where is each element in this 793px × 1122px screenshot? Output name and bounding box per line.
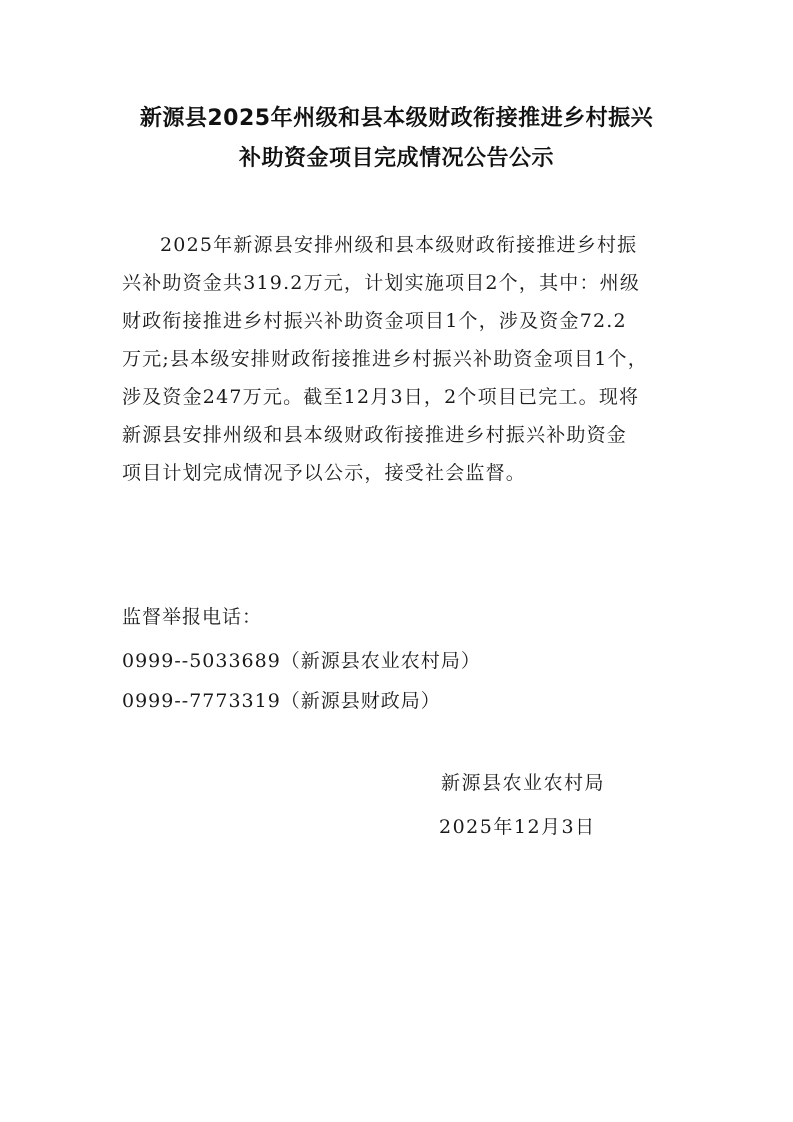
paragraph-line: 财政衔接推进乡村振兴补助资金项目1个，涉及资金72.2 [122, 310, 627, 332]
signature-organization: 新源县农业农村局 [441, 772, 606, 794]
paragraph-line: 新源县安排州级和县本级财政衔接推进乡村振兴补助资金 [122, 424, 628, 446]
contact-phone-agriculture: 0999--5033689（新源县农业农村局） [122, 650, 481, 672]
contact-phone-finance: 0999--7773319（新源县财政局） [122, 690, 441, 712]
contact-heading: 监督举报电话： [122, 606, 263, 628]
paragraph-line: 万元;县本级安排财政衔接推进乡村振兴补助资金项目1个， [122, 348, 648, 370]
document-title-line-1: 新源县2025年州级和县本级财政衔接推进乡村振兴 [139, 106, 654, 131]
signature-date: 2025年12月3日 [439, 816, 596, 838]
document-title-line-2: 补助资金项目完成情况公告公示 [238, 146, 554, 171]
paragraph-line: 2025年新源县安排州级和县本级财政衔接推进乡村振 [160, 234, 638, 256]
paragraph-line: 项目计划完成情况予以公示，接受社会监督。 [122, 462, 527, 484]
paragraph-line: 兴补助资金共319.2万元，计划实施项目2个，其中：州级 [122, 272, 641, 294]
paragraph-line: 涉及资金247万元。截至12月3日，2个项目已完工。现将 [122, 386, 640, 408]
announcement-paragraph [122, 226, 677, 492]
